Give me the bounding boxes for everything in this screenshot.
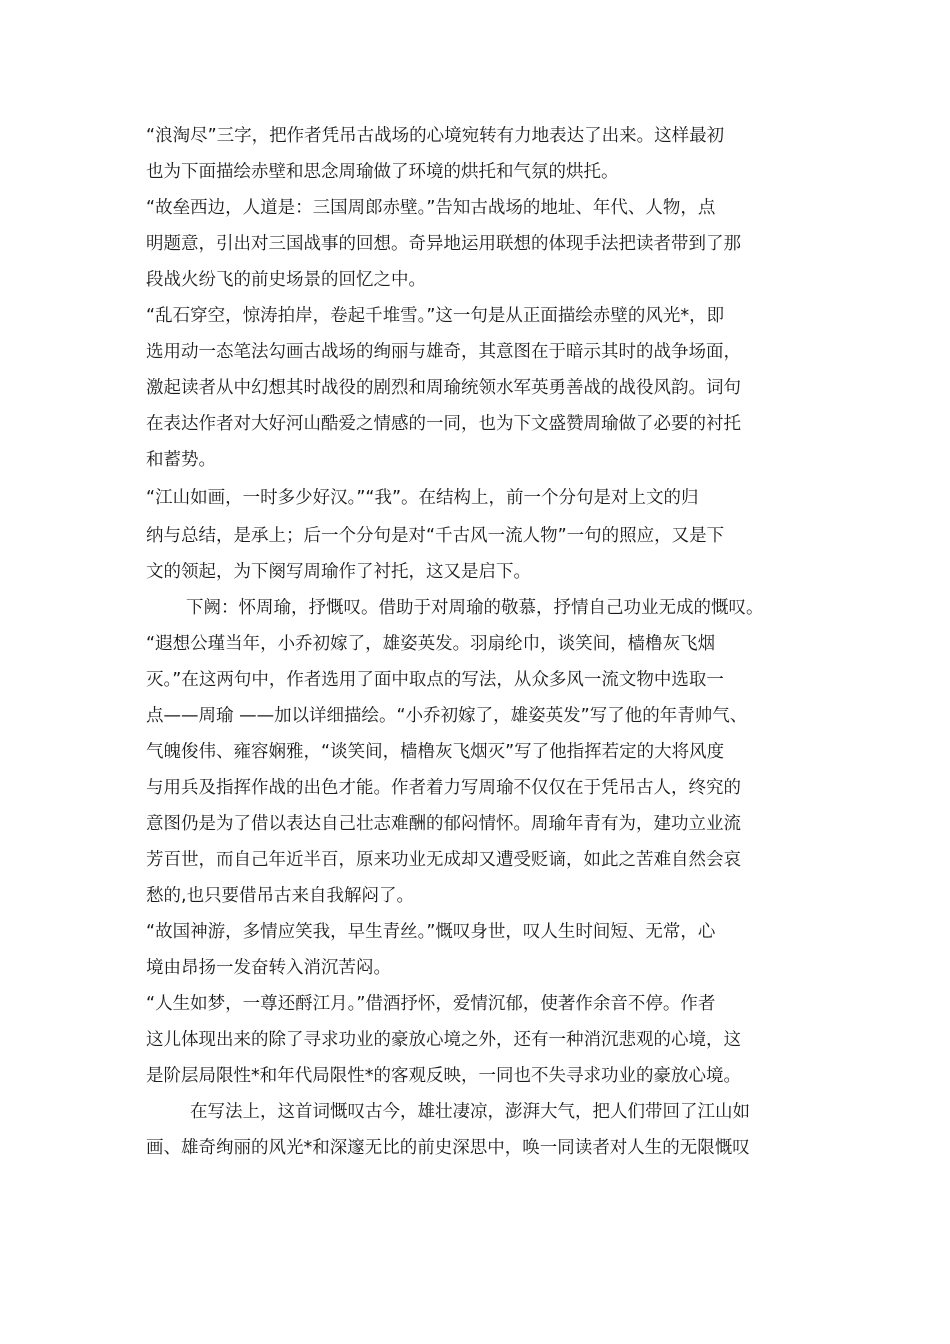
text-line-21: 芳百世，而自己年近半百，原来功业无成却又遭受贬谪，如此之苦难自然会哀 xyxy=(146,850,741,870)
text-line-26: 这儿体现出来的除了寻求功业的豪放心境之外，还有一种消沉悲观的心境，这 xyxy=(146,1030,741,1050)
text-line-1: “浪淘尽”三字，把作者凭吊古战场的心境宛转有力地表达了出来。这样最初 xyxy=(146,126,725,146)
text-line-9: 在表达作者对大好河山酷爱之情感的一同，也为下文盛赞周瑜做了必要的衬托 xyxy=(146,414,741,434)
text-line-4: 明题意，引出对三国战事的回想。奇异地运用联想的体现手法把读者带到了那 xyxy=(146,234,741,254)
text-line-20: 意图仍是为了借以表达自己壮志难酬的郁闷情怀。周瑜年青有为，建功立业流 xyxy=(146,814,741,834)
text-line-10: 和蓄势。 xyxy=(146,450,216,470)
text-line-23: “故国神游，多情应笑我，早生青丝。”慨叹身世，叹人生时间短、无常，心 xyxy=(146,922,716,942)
text-line-22: 愁的,也只要借吊古来自我解闷了。 xyxy=(146,886,415,906)
text-line-5: 段战火纷飞的前史场景的回忆之中。 xyxy=(146,270,426,290)
text-line-8: 激起读者从中幻想其时战役的剧烈和周瑜统领水军英勇善战的战役风韵。词句 xyxy=(146,378,741,398)
text-line-19: 与用兵及指挥作战的出色才能。作者着力写周瑜不仅仅在于凭吊古人，终究的 xyxy=(146,778,741,798)
text-line-6: “乱石穿空，惊涛拍岸，卷起千堆雪。”这一句是从正面描绘赤壁的风光*，即 xyxy=(146,306,725,326)
text-line-25: “人生如梦，一尊还酹江月。”借酒抒怀，爱情沉郁，使著作余音不停。作者 xyxy=(146,994,716,1014)
text-line-2: 也为下面描绘赤壁和思念周瑜做了环境的烘托和气氛的烘托。 xyxy=(146,162,619,182)
text-line-16: 灭。”在这两句中，作者选用了面中取点的写法，从众多风一流文物中选取一 xyxy=(146,670,724,690)
text-line-24: 境由昂扬一发奋转入消沉苦闷。 xyxy=(146,958,391,978)
text-line-29: 画、雄奇绚丽的风光*和深邃无比的前史深思中，唤一同读者对人生的无限慨叹 xyxy=(146,1138,750,1158)
text-line-12: 纳与总结，是承上；后一个分句是对“千古风一流人物”一句的照应，又是下 xyxy=(146,526,725,546)
text-line-14: 下阙：怀周瑜，抒慨叹。借助于对周瑜的敬慕，抒情自己功业无成的慨叹。 xyxy=(186,598,764,618)
text-line-11: “江山如画，一时多少好汉。”“我”。在结构上，前一个分句是对上文的归 xyxy=(146,488,699,508)
text-line-13: 文的领起，为下阕写周瑜作了衬托，这又是启下。 xyxy=(146,562,531,582)
text-line-18: 气魄俊伟、雍容娴雅，“谈笑间，樯橹灰飞烟灭”写了他指挥若定的大将风度 xyxy=(146,742,725,762)
text-line-15: “遐想公瑾当年，小乔初嫁了，雄姿英发。羽扇纶巾，谈笑间，樯橹灰飞烟 xyxy=(146,634,716,654)
text-line-3: “故垒西边，人道是：三国周郎赤壁。”告知古战场的地址、年代、人物，点 xyxy=(146,198,716,218)
text-line-17: 点——周瑜 ——加以详细描绘。“小乔初嫁了，雄姿英发”写了他的年青帅气、 xyxy=(146,706,748,726)
text-line-27: 是阶层局限性*和年代局限性*的客观反映，一同也不失寻求功业的豪放心境。 xyxy=(146,1066,741,1086)
text-line-7: 选用动一态笔法勾画古战场的绚丽与雄奇，其意图在于暗示其时的战争场面， xyxy=(146,342,741,362)
text-line-28: 在写法上，这首词慨叹古今，雄壮凄凉，澎湃大气，把人们带回了江山如 xyxy=(190,1102,750,1122)
